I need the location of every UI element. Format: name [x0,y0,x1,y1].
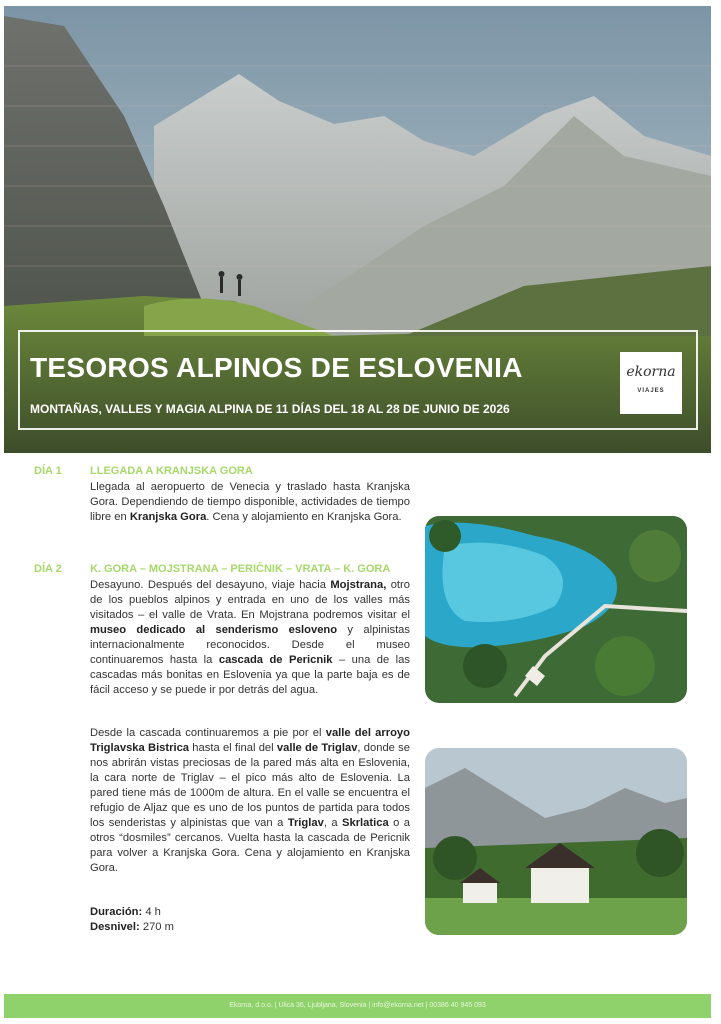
text-run: y alpinistas internacionalmente reconocidos. Desde el museo continuaremos hasta la [90,624,410,666]
hero-title-frame [18,330,698,430]
ekorna-logo [620,352,682,414]
trip-subtitle: MONTAÑAS, VALLES Y MAGIA ALPINA DE 11 DÍAS DEL 18 AL 28 DE JUNIO DE 2026 [30,402,510,416]
bold-text: Triglav [287,817,324,829]
day-2-title: K. GORA – MOJSTRANA – PERIČNIK – VRATA – K. GORA [90,563,391,575]
mountain-hut-photo [425,748,687,935]
bold-text: museo dedicado al senderismo esloveno [90,624,338,636]
bold-text: cascada de Pericnik [218,654,333,666]
elevation-label: Desnivel: [90,921,140,933]
elevation-value: 270 m [142,921,174,933]
logo-subtext: VIAJES [637,388,665,394]
trip-title: TESOROS ALPINOS DE ESLOVENIA [30,352,523,383]
bold-text: Kranjska Gora [129,511,207,523]
day-2-paragraph-1 [90,578,410,698]
text-run: hasta el final del [189,742,277,754]
day-1-label: DÍA 1 [34,465,62,477]
bold-text: Mojstrana, [330,579,387,591]
text-run: Llegada al aeropuerto de Venecia y traslado hasta Kranjska Gora. Dependiendo de tiempo disponible, actividades de tiempo libre en [90,481,410,523]
text-run: o a otros “dosmiles” cercanos. Vuelta hasta la cascada de Pericnik para volver a Kranjska Gora. Cena y alojamiento en Kranjska Gora. [90,817,410,874]
duration-line [90,905,161,920]
bold-text: Skrlatica [342,817,389,829]
text-run: – una de las cascadas más bonitas en Eslovenia ya que la parte baja es de fácil acceso y se puede ir por detrás del agua. [90,654,410,696]
day-2-label: DÍA 2 [34,563,62,575]
hero-mountain-photo [4,6,711,453]
lake-aerial-photo [425,516,687,703]
duration-value: 4 h [145,906,161,918]
text-run: , a [323,817,343,829]
text-run: otro de los pueblos alpinos y entrada en uno de los valles más visitados – el valle de Vrata. En Mojstrana podremos visitar el [90,579,410,621]
duration-label: Duración: [90,906,143,918]
day-1-paragraph [90,480,410,525]
text-run: , donde se nos abrirán vistas preciosas de la pared más alta en Eslovenia, la cara norte de Triglav – el pico más alto de Eslovenia. La pared tiene más de 1000m de altura. En el valle se encuentra el refugio de Aljaz que es uno de los puntos de partida para todos los senderistas y alpinistas que van a [90,742,410,829]
text-run: Desayuno. Después del desayuno, viaje hacia [90,579,331,591]
text-run: Desde la cascada continuaremos a pie por el [90,727,326,739]
day-1-title: LLEGADA A KRANJSKA GORA [90,465,253,477]
bold-text: valle de Triglav [276,742,358,754]
footer-bar [4,994,711,1018]
day-2-paragraph-2 [90,726,410,876]
bold-text: valle del arroyo Triglavska Bistrica [90,727,410,754]
elevation-line [90,920,174,935]
logo-wordmark: ekorna [626,364,676,380]
footer-contact: Ekorna, d.o.o. | Ulica 36, Ljubljana, Slovenia | info@ekorna.net | 00386 40 945 093 [229,1002,486,1009]
text-run: . Cena y alojamiento en Kranjska Gora. [206,511,402,523]
